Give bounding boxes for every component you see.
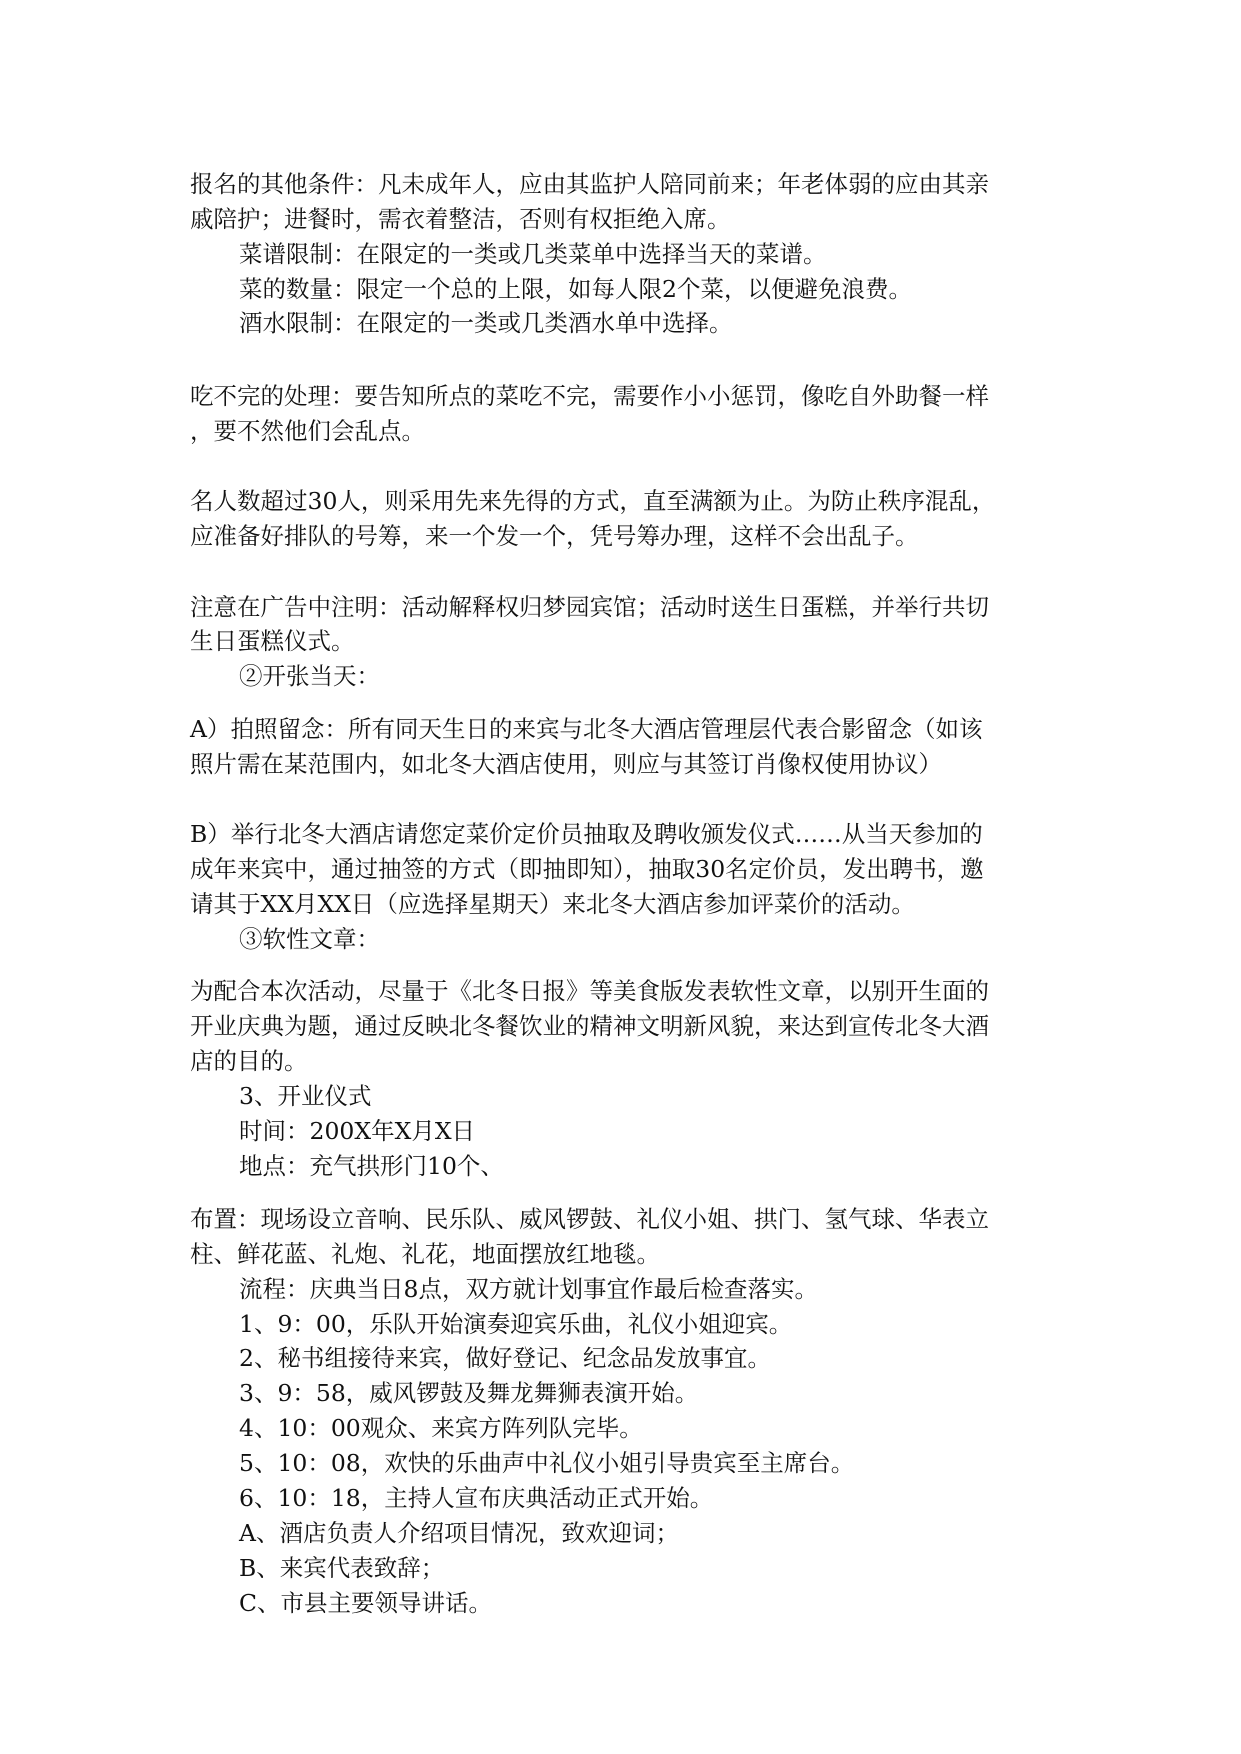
list-item: 1、9：00，乐队开始演奏迎宾乐曲，礼仪小姐迎宾。 bbox=[239, 1310, 793, 1338]
list-item: A、酒店负责人介绍项目情况，致欢迎词； bbox=[239, 1519, 679, 1547]
paragraph-line: 菜的数量：限定一个总的上限，如每人限2个菜，以便避免浪费。 bbox=[239, 275, 912, 303]
list-item: 3、9：58，威风锣鼓及舞龙舞狮表演开始。 bbox=[239, 1379, 699, 1407]
list-item: 4、10：00观众、来宾方阵列队完毕。 bbox=[239, 1414, 643, 1442]
paragraph-line: 照片需在某范围内，如北冬大酒店使用，则应与其签订肖像权使用协议） bbox=[190, 750, 942, 778]
paragraph-line: 戚陪护；进餐时，需衣着整洁，否则有权拒绝入席。 bbox=[190, 205, 731, 233]
paragraph-line: 生日蛋糕仪式。 bbox=[190, 627, 355, 655]
list-item: C、市县主要领导讲话。 bbox=[239, 1589, 492, 1617]
paragraph-line: 为配合本次活动，尽量于《北冬日报》等美食版发表软性文章，以别开生面的 bbox=[190, 977, 989, 1005]
paragraph-line: B）举行北冬大酒店请您定菜价定价员抽取及聘收颁发仪式……从当天参加的 bbox=[190, 820, 983, 848]
paragraph-line: 成年来宾中，通过抽签的方式（即抽即知），抽取30名定价员，发出聘书，邀 bbox=[190, 855, 984, 883]
section-heading: ③软性文章： bbox=[239, 925, 380, 953]
paragraph-line: 酒水限制：在限定的一类或几类酒水单中选择。 bbox=[239, 309, 733, 337]
paragraph-line: ，要不然他们会乱点。 bbox=[190, 417, 425, 445]
paragraph-line: 地点：充气拱形门10个、 bbox=[239, 1152, 504, 1180]
section-heading: 3、开业仪式 bbox=[239, 1082, 372, 1110]
paragraph-line: 开业庆典为题，通过反映北冬餐饮业的精神文明新风貌，来达到宣传北冬大酒 bbox=[190, 1012, 989, 1040]
paragraph-line: 请其于XX月XX日（应选择星期天）来北冬大酒店参加评菜价的活动。 bbox=[190, 890, 915, 918]
paragraph-line: 流程：庆典当日8点，双方就计划事宜作最后检查落实。 bbox=[239, 1275, 818, 1303]
list-item: 2、秘书组接待来宾，做好登记、纪念品发放事宜。 bbox=[239, 1344, 771, 1372]
list-item: B、来宾代表致辞； bbox=[239, 1554, 445, 1582]
paragraph-line: A）拍照留念：所有同天生日的来宾与北冬大酒店管理层代表合影留念（如该 bbox=[190, 715, 983, 743]
paragraph-line: 应准备好排队的号筹，来一个发一个，凭号筹办理，这样不会出乱子。 bbox=[190, 522, 919, 550]
paragraph-line: 名人数超过30人，则采用先来先得的方式，直至满额为止。为防止秩序混乱， bbox=[190, 487, 996, 515]
paragraph-line: 报名的其他条件：凡未成年人，应由其监护人陪同前来；年老体弱的应由其亲 bbox=[190, 170, 989, 198]
paragraph-line: 时间：200X年X月X日 bbox=[239, 1117, 476, 1145]
section-heading: ②开张当天： bbox=[239, 662, 380, 690]
paragraph-line: 布置：现场设立音响、民乐队、威风锣鼓、礼仪小姐、拱门、氢气球、华表立 bbox=[190, 1205, 989, 1233]
list-item: 6、10：18，主持人宣布庆典活动正式开始。 bbox=[239, 1484, 714, 1512]
paragraph-line: 店的目的。 bbox=[190, 1047, 308, 1075]
paragraph-line: 吃不完的处理：要告知所点的菜吃不完，需要作小小惩罚，像吃自外助餐一样 bbox=[190, 382, 989, 410]
paragraph-line: 柱、鲜花蓝、礼炮、礼花，地面摆放红地毯。 bbox=[190, 1240, 660, 1268]
paragraph-line: 菜谱限制：在限定的一类或几类菜单中选择当天的菜谱。 bbox=[239, 240, 827, 268]
list-item: 5、10：08，欢快的乐曲声中礼仪小姐引导贵宾至主席台。 bbox=[239, 1449, 855, 1477]
paragraph-line: 注意在广告中注明：活动解释权归梦园宾馆；活动时送生日蛋糕，并举行共切 bbox=[190, 593, 989, 621]
